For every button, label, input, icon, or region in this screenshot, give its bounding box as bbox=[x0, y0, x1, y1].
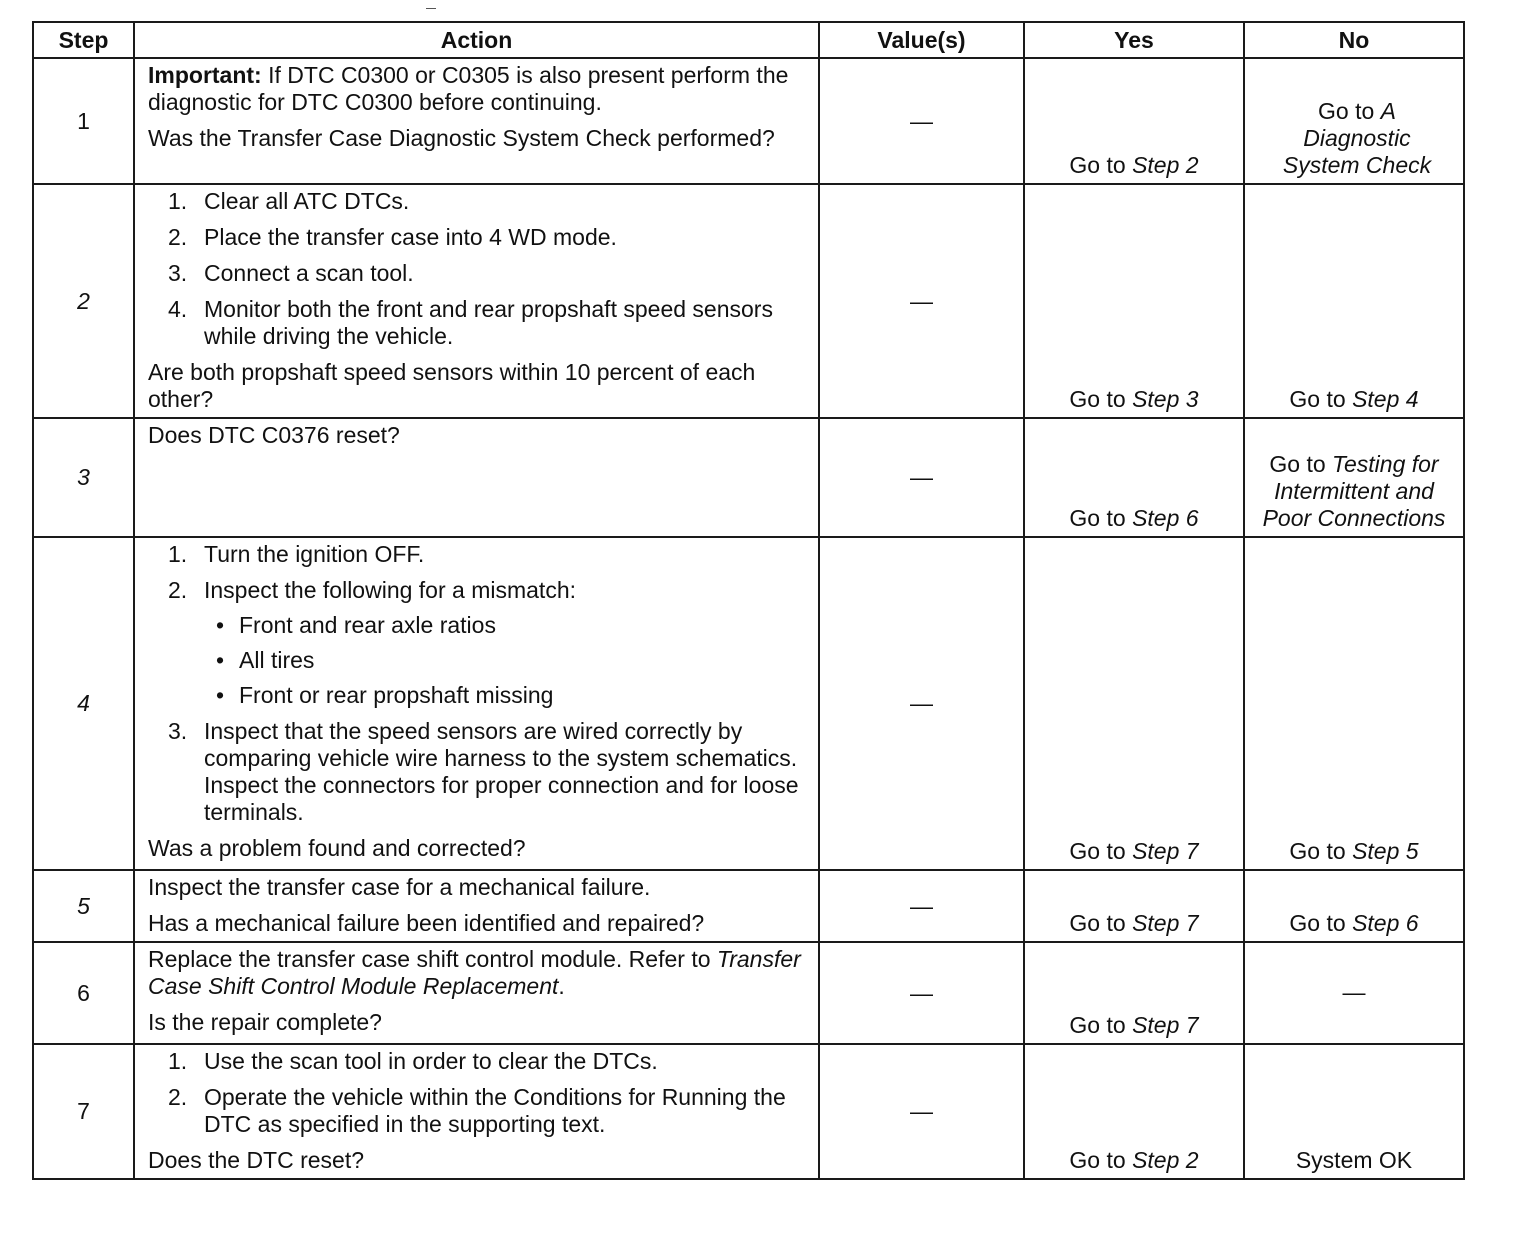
no-prefix: Go to bbox=[1289, 838, 1353, 864]
yes-prefix: Go to bbox=[1069, 1012, 1133, 1038]
no-prefix: Go to bbox=[1269, 451, 1333, 477]
yes-link[interactable]: Step 6 bbox=[1132, 505, 1199, 531]
table-row-step-3 bbox=[33, 418, 1464, 537]
bullet-item: • Front and rear axle ratios bbox=[216, 612, 496, 638]
yes-link[interactable]: Step 7 bbox=[1132, 838, 1199, 864]
no-cell bbox=[1244, 58, 1464, 184]
bullet-item: • All tires bbox=[216, 647, 315, 673]
no-prefix: Go to bbox=[1289, 910, 1353, 936]
step-number: 4 bbox=[33, 537, 134, 870]
diagnostic-table bbox=[32, 21, 1465, 1180]
action-cell bbox=[134, 418, 819, 537]
action-text: Inspect the transfer case for a mechanical failure. bbox=[148, 874, 651, 900]
yes-link[interactable]: Step 3 bbox=[1132, 386, 1199, 412]
step-number: 2 bbox=[33, 184, 134, 418]
value-cell: — bbox=[819, 942, 1024, 1044]
no-cell: — bbox=[1244, 942, 1464, 1044]
no-cell bbox=[1244, 870, 1464, 942]
action-steps bbox=[148, 1048, 808, 1138]
action-question: Was a problem found and corrected? bbox=[148, 835, 526, 861]
list-item: 1. Turn the ignition OFF. bbox=[168, 541, 425, 567]
table-row-step-6 bbox=[33, 942, 1464, 1044]
no-link[interactable]: Step 5 bbox=[1352, 838, 1419, 864]
table-row-step-5 bbox=[33, 870, 1464, 942]
no-cell bbox=[1244, 184, 1464, 418]
no-cell bbox=[1244, 418, 1464, 537]
step-number: 6 bbox=[33, 942, 134, 1044]
value-cell: — bbox=[819, 870, 1024, 942]
yes-prefix: Go to bbox=[1069, 838, 1133, 864]
header-yes: Yes bbox=[1024, 22, 1244, 58]
table-row-step-7 bbox=[33, 1044, 1464, 1179]
header-row bbox=[33, 22, 1464, 58]
list-item: 3. Connect a scan tool. bbox=[168, 260, 414, 286]
action-cell bbox=[134, 537, 819, 870]
mismatch-bullets bbox=[204, 612, 808, 709]
table-row-step-4 bbox=[33, 537, 1464, 870]
list-item: 1. Use the scan tool in order to clear the DTCs. bbox=[168, 1048, 658, 1074]
no-cell: System OK bbox=[1244, 1044, 1464, 1179]
yes-link[interactable]: Step 2 bbox=[1132, 152, 1199, 178]
yes-link[interactable]: Step 7 bbox=[1132, 910, 1199, 936]
action-steps bbox=[148, 188, 808, 350]
action-question: Does DTC C0376 reset? bbox=[148, 422, 400, 448]
action-cell bbox=[134, 870, 819, 942]
no-cell bbox=[1244, 537, 1464, 870]
value-cell: — bbox=[819, 418, 1024, 537]
step-number: 1 bbox=[33, 58, 134, 184]
action-cell bbox=[134, 184, 819, 418]
list-item: 4. Monitor both the front and rear propshaft speed sensors while driving the vehicle. bbox=[168, 296, 773, 349]
table-row-step-2 bbox=[33, 184, 1464, 418]
scan-mark bbox=[426, 8, 436, 9]
list-item: 2. Operate the vehicle within the Conditions for Running the DTC as specified in the supporting text. bbox=[168, 1084, 786, 1137]
yes-prefix: Go to bbox=[1069, 386, 1133, 412]
action-question: Was the Transfer Case Diagnostic System Check performed? bbox=[148, 125, 775, 151]
action-steps bbox=[148, 541, 808, 826]
action-cell bbox=[134, 1044, 819, 1179]
step-number: 5 bbox=[33, 870, 134, 942]
important-text: If DTC C0300 or C0305 is also present perform the diagnostic for DTC C0300 before continuing. bbox=[148, 62, 789, 115]
step-number: 7 bbox=[33, 1044, 134, 1179]
yes-cell bbox=[1024, 942, 1244, 1044]
header-action: Action bbox=[134, 22, 819, 58]
action-question: Has a mechanical failure been identified and repaired? bbox=[148, 910, 705, 936]
no-link[interactable]: A Diagnostic System Check bbox=[1282, 98, 1432, 178]
yes-prefix: Go to bbox=[1069, 152, 1133, 178]
yes-prefix: Go to bbox=[1069, 505, 1133, 531]
action-question: Are both propshaft speed sensors within 10 percent of each other? bbox=[148, 359, 756, 412]
step-number: 3 bbox=[33, 418, 134, 537]
no-link[interactable]: Step 4 bbox=[1352, 386, 1419, 412]
header-step: Step bbox=[33, 22, 134, 58]
yes-link[interactable]: Step 7 bbox=[1132, 1012, 1199, 1038]
important-label: Important: bbox=[148, 62, 262, 88]
bullet-item: • Front or rear propshaft missing bbox=[216, 682, 554, 708]
yes-cell bbox=[1024, 537, 1244, 870]
list-item: 2. Inspect the following for a mismatch: • Front and rear axle ratios • All tires • Front or rear propshaft missing bbox=[148, 577, 808, 709]
yes-cell bbox=[1024, 418, 1244, 537]
yes-prefix: Go to bbox=[1069, 910, 1133, 936]
list-item: 1. Clear all ATC DTCs. bbox=[168, 188, 410, 214]
yes-cell bbox=[1024, 58, 1244, 184]
no-link[interactable]: Testing for Intermittent and Poor Connections bbox=[1262, 451, 1446, 531]
value-cell: — bbox=[819, 537, 1024, 870]
no-prefix: Go to bbox=[1289, 386, 1353, 412]
value-cell: — bbox=[819, 1044, 1024, 1179]
list-item: 3. Inspect that the speed sensors are wired correctly by comparing vehicle wire harness to the system schematics. Inspect the connectors for proper connection and for loose terminals. bbox=[168, 718, 799, 825]
value-cell: — bbox=[819, 184, 1024, 418]
action-reference-link[interactable]: Transfer Case Shift Control Module Replacement bbox=[148, 946, 801, 999]
yes-cell bbox=[1024, 870, 1244, 942]
yes-cell bbox=[1024, 1044, 1244, 1179]
important-note bbox=[148, 62, 808, 116]
list-item: 2. Place the transfer case into 4 WD mode. bbox=[168, 224, 617, 250]
action-text bbox=[148, 946, 808, 1000]
action-text-prefix: Replace the transfer case shift control module. Refer to bbox=[148, 946, 717, 972]
action-text-suffix: . bbox=[558, 973, 565, 999]
action-question: Does the DTC reset? bbox=[148, 1147, 365, 1173]
yes-cell bbox=[1024, 184, 1244, 418]
yes-link[interactable]: Step 2 bbox=[1132, 1147, 1199, 1173]
action-cell bbox=[134, 942, 819, 1044]
table-row-step-1 bbox=[33, 58, 1464, 184]
value-cell: — bbox=[819, 58, 1024, 184]
header-values: Value(s) bbox=[819, 22, 1024, 58]
header-no: No bbox=[1244, 22, 1464, 58]
no-prefix: Go to bbox=[1318, 98, 1381, 124]
no-link[interactable]: Step 6 bbox=[1352, 910, 1419, 936]
action-question: Is the repair complete? bbox=[148, 1009, 382, 1035]
yes-prefix: Go to bbox=[1069, 1147, 1133, 1173]
action-cell bbox=[134, 58, 819, 184]
